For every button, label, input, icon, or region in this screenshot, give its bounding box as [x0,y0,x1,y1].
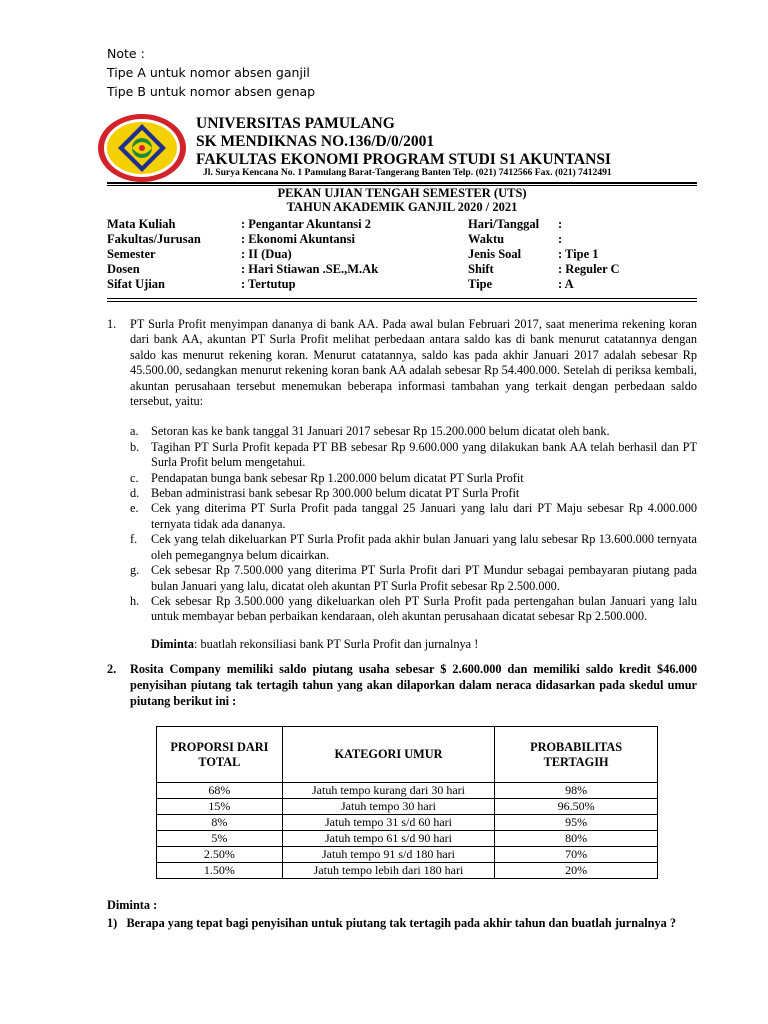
table-cell: 96.50% [495,799,658,815]
request-item: 1) Berapa yang tepat bagi penyisihan untuk piutang tak tertagih pada akhir tahun dan buatlah jurnalnya ? [107,916,676,930]
question-item [130,424,697,439]
item-letter: h. [130,593,140,608]
note-block [107,44,315,101]
meta-divider-thin [107,301,697,302]
meta-value: : Tertutup [241,277,296,291]
table-row [157,799,658,815]
request-label: Diminta [151,636,195,651]
meta-label: Fakultas/Jurusan [107,232,201,246]
meta-label: Dosen [107,262,140,276]
item-text: Setoran kas ke bank tanggal 31 Januari 2017 sebesar Rp 15.200.000 belum dicatat oleh bank. [151,424,610,439]
table-cell: 2.50% [157,847,283,863]
question-item [130,471,697,486]
table-cell: 68% [157,783,283,799]
item-letter: f. [130,532,138,547]
item-text: Cek yang telah dikeluarkan PT Surla Profit pada akhir bulan Januari yang lalu sebesar Rp 13.600.000 ternyata oleh pemegangnya belum dicairkan. [151,532,697,562]
table-cell: 95% [495,815,658,831]
item-text: Cek yang diterima PT Surla Profit pada tanggal 25 Januari yang lalu dari PT Maju sebesar Rp 4.000.000 ternyata tidak ada dananya. [151,501,697,531]
table-row [157,815,658,831]
table-cell: Jatuh tempo 91 s/d 180 hari [282,847,494,863]
table-cell: 15% [157,799,283,815]
table-cell: 70% [495,847,658,863]
header-divider [107,182,697,184]
note-title: Note : [107,46,145,61]
meta-value: : [558,217,563,231]
aging-schedule-table [156,726,658,879]
meta-value: : Tipe 1 [558,247,599,261]
table-header-row [157,727,658,783]
meta-value: : Ekonomi Akuntansi [241,232,355,246]
question-2 [107,662,697,709]
decree-number: SK MENDIKNAS NO.136/D/0/2001 [196,133,435,150]
table-header: KATEGORI UMUR [282,727,494,783]
table-row [157,863,658,879]
table-cell: Jatuh tempo 30 hari [282,799,494,815]
table-cell: Jatuh tempo 31 s/d 60 hari [282,815,494,831]
note-line-even: Tipe B untuk nomor absen genap [107,84,316,99]
meta-label: Jenis Soal [468,247,522,261]
item-text: Cek sebesar Rp 3.500.000 yang dikeluarkan oleh PT Surla Profit pada pertengahan bulan Januari yang lalu untuk membayar beban perbaikan kendaraan, oleh akuntan perusahaan dicatat sebesar Rp 2.500.000. [151,593,697,624]
exam-title: PEKAN UJIAN TENGAH SEMESTER (UTS) [277,186,527,200]
university-logo [96,112,188,184]
item-letter: d. [130,486,140,501]
university-address: Jl. Surya Kencana No. 1 Pamulang Barat-Tangerang Banten Telp. (021) 7412566 Fax. (021) 7412491 [203,167,612,178]
request-title: Diminta : [107,898,158,912]
question-item [130,486,697,501]
table-header: PROBABILITAS TERTAGIH [495,727,658,783]
meta-label: Mata Kuliah [107,217,176,231]
item-text: Beban administrasi bank sebesar Rp 300.000 belum dicatat PT Surla Profit [151,486,520,501]
meta-value: : A [558,277,574,291]
question-text: PT Surla Profit menyimpan dananya di bank AA. Pada awal bulan Februari 2017, saat menerima rekening koran dari bank AA, akuntan PT Surla Profit melihat perbedaan antara saldo kas di bank menurut catatannya dengan saldo kas menurut rekening koran. Menurut catatannya, saldo kas pada akhir Januari 2017 adalah sebesar Rp 45.500.00, sedangkan menurut rekening koran bank AA adalah sebesar Rp 54.400.000. Setelah di periksa kembali, akuntan perusahaan tersebut menemukan beberapa informasi tambahan yang terkait dengan perbedaan saldo tersebut, yaitu: [130,317,697,409]
academic-year: TAHUN AKADEMIK GANJIL 2020 / 2021 [286,200,518,214]
table-cell: 80% [495,831,658,847]
question-2-request [107,896,676,932]
table-row [157,847,658,863]
request-text: : buatlah rekonsiliasi bank PT Surla Profit dan jurnalnya ! [194,636,479,651]
question-item [130,532,697,563]
meta-value: : Hari Stiawan .SE.,M.Ak [241,262,379,276]
table-row [157,831,658,847]
table-cell: Jatuh tempo kurang dari 30 hari [282,783,494,799]
question-text: Rosita Company memiliki saldo piutang usaha sebesar $ 2.600.000 dan memiliki saldo kredit $46.000 penyisihan piutang tak tertagih tahun yang akan dilaporkan dalam neraca didasarkan pada skedul umur piutang berikut ini : [130,662,697,708]
table-cell: Jatuh tempo lebih dari 180 hari [282,863,494,879]
question-item [130,563,697,594]
faculty-name: FAKULTAS EKONOMI PROGRAM STUDI S1 AKUNTANSI [196,151,611,168]
meta-label: Semester [107,247,156,261]
university-name: UNIVERSITAS PAMULANG [196,115,395,132]
meta-divider [107,298,697,299]
table-cell: 5% [157,831,283,847]
question-number: 1. [107,317,117,331]
item-letter: c. [130,470,139,485]
meta-label: Tipe [468,277,493,291]
table-cell: 1.50% [157,863,283,879]
meta-value: : [558,232,563,246]
table-cell: 8% [157,815,283,831]
university-header [196,115,611,169]
item-text: Pendapatan bunga bank sebesar Rp 1.200.000 belum dicatat PT Surla Profit [151,470,524,485]
table-cell: 98% [495,783,658,799]
table-cell: Jatuh tempo 61 s/d 90 hari [282,831,494,847]
table-row [157,783,658,799]
exam-title-block [107,186,697,214]
meta-value: : Reguler C [558,262,620,276]
item-letter: e. [130,501,139,516]
meta-value: : II (Dua) [241,247,292,261]
item-letter: a. [130,424,139,439]
question-number: 2. [107,662,117,676]
question-item [130,501,697,532]
item-letter: g. [130,563,140,578]
note-line-odd: Tipe A untuk nomor absen ganjil [107,65,310,80]
table-cell: 20% [495,863,658,879]
meta-value: : Pengantar Akuntansi 2 [241,217,372,231]
meta-label: Sifat Ujian [107,277,165,291]
question-request [130,637,697,652]
item-letter: b. [130,439,140,454]
meta-label: Waktu [468,232,505,246]
item-text: Tagihan PT Surla Profit kepada PT BB sebesar Rp 9.600.000 yang dilakukan bank AA telah berhasil dan PT Surla Profit belum mengetahui. [151,439,697,470]
meta-label: Shift [468,262,494,276]
meta-label: Hari/Tanggal [468,217,540,231]
item-text: Cek sebesar Rp 7.500.000 yang diterima PT Surla Profit dari PT Mundur sebagai pembayaran piutang pada bulan Januari yang lalu, dicatat oleh akuntan PT Surla Profit sebesar Rp 2.500.000. [151,563,697,593]
question-1 [107,317,697,652]
question-item [130,594,697,625]
question-item [130,440,697,471]
table-header: PROPORSI DARI TOTAL [157,727,283,783]
